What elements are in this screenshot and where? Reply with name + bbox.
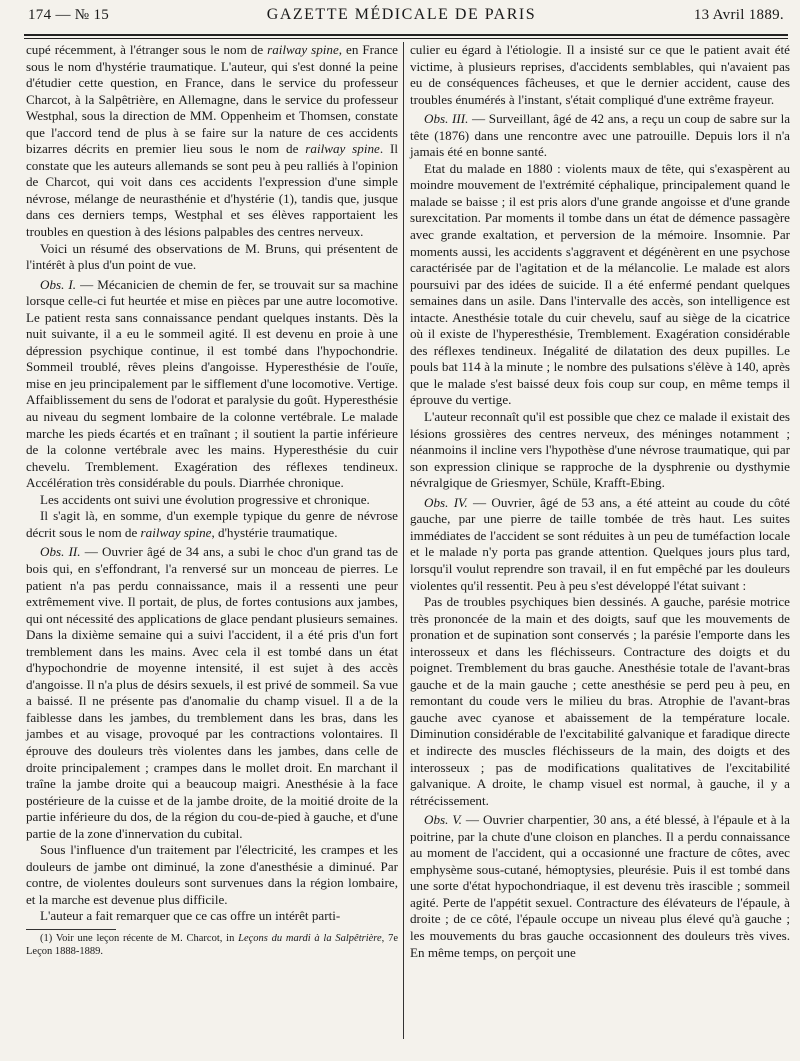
footnote: (1) Voir une leçon récente de M. Charcot, in Leçons du mardi à la Salpêtrière, 7e Leçon 1888-1889.	[26, 932, 398, 957]
observation-5: Obs. V. — Ouvrier charpentier, 30 ans, a été blessé, à l'épaule et à la poitrine, par la chute d'une cloison en planches. Il a perdu connaissance au moment de l'accident, qui a occasionné une fracture de côtes, avec emphysème sous-cutané, hémoptysies, pleurésie. Puis il est tombé dans une sorte d'état hypochondriaque, il est devenu très irascible ; sommeil agité. Perte de l'appétit sexuel. Contracture des élévateurs de l'épaule, à droite ; de ce côté, l'épaule occupe un niveau plus élevé qu'à gauche ; les mouvements du bras gauche occasionnent des douleurs très vives. En même temps, on perçoit une	[410, 812, 790, 960]
observation-1: Obs. I. — Mécanicien de chemin de fer, se trouvait sur sa machine lorsque celle-ci fut heurtée et mise en pièces par une autre locomotive. Le patient resta sans connaissance pendant quelques instants. Dès la nuit suivante, il a eu le sommeil agité. Il est devenu en proie à une dépression psychique continue, il est tombé dans l'hypochondrie. Sommeil troublé, rêves pleins d'angoisse. Hyperesthésie de l'ouïe, mise en jeu principalement par le sifflement d'une locomotive. Vertige. Affaiblissement du sens de l'odorat et paralysie du goût. Hyperesthésie au niveau du segment lombaire de la colonne vertébrale. Le malade marche les pieds écartés et en traînant ; il soutient la partie inférieure de la colonne vertébrale avec les mains. Hyperesthésie du cuir chevelu. Tremblement. Exagération des réflexes tendineux. Accélération très considérable du pouls. Diarrhée chronique.	[26, 276, 399, 491]
observation-2: Obs. II. — Ouvrier âgé de 34 ans, a subi le choc d'un grand tas de bois qui, en s'effondrant, l'a renversé sur un monceau de pierres. Le patient n'a pas perdu connaissance, mais il a ressenti une peur extrêmement vive. Il portait, de plus, de fortes contusions aux jambes, qui ont nécessité des applications de glace pendant plusieurs semaines. Dans la dixième semaine qui a suivi l'accident, il a été pris d'un fort tremblement dans les mains. Avec cela il est tombé dans un état d'hypochondrie de moyenne intensité, il est sujet à des accès d'angoisse. Il n'a plus de désirs sexuels, il est privé de sommeil. Sa vue a baissé. Il ne présente pas d'anomalie du champ visuel. Il a de la faiblesse dans les jambes, du tremblement dans les bras, dans les jambes et au visage, provoqué par les contractions volontaires. Il éprouve des douleurs très violentes dans les jambes, dans celle de droite principalement ; crampes dans le mollet droit. En marchant il traîne la jambe droite qui a beaucoup maigri. Anesthésie à la face postérieure de la cuisse et de la jambe droite, de la moitié droite de la partie inférieure du dos, de la région du cou-de-pied à gauche, et d'une partie de la zone d'innervation du cubital.	[26, 544, 398, 841]
paragraph: cupé récemment, à l'étranger sous le nom de railway spine, en France sous le nom d'hystérie traumatique. L'auteur, qui s'est donné la peine d'étudier cette question, en France, dans le service du professeur Charcot, à la Salpêtrière, en Allemagne, dans le service du professeur Westphal, sous la direction de MM. Oppenheim et Thomsen, constate que l'accord tend de plus à se faire sur la nature de ces accidents bizarres décrits en premier lieu sous le nom de railway spine. Il constate que les auteurs allemands se sont peu à peu ralliés à l'opinion de Charcot, qui voit dans ces accidents l'expression d'une simple névrose, mélange de neurasthénie et d'hystérie (1), tandis que, jusque dans ces derniers temps, Westphal et ses élèves rapportaient les troubles en question à des lésions palpables des centres nerveux.	[26, 42, 398, 240]
observation-4: Obs. IV. — Ouvrier, âgé de 53 ans, a été atteint au coude du côté gauche, par une pierre de taille tombée de très haut. Les suites immédiates de l'accident se sont réduites à un peu de tuméfaction locale et le malade n'y porta pas grande attention. Quelques jours plus tard, lorsqu'il voulut reprendre son travail, il en fut empêché par les douleurs violentes qu'il ressentit. Peu à peu s'est développé l'état suivant :	[410, 494, 790, 593]
paragraph: L'auteur reconnaît qu'il est possible que chez ce malade il existait des lésions grossières des centres nerveux, des méninges notamment ; néanmoins il incline vers l'hypothèse d'une névrose traumatique, qui par son expression clinique se rapproche de la dysphrenie ou dysthymie névralgique de Griesmyer, Schüle, Krafft-Ebing.	[410, 409, 790, 491]
issue-date: 13 Avril 1889.	[693, 7, 784, 23]
paragraph: Sous l'influence d'un traitement par l'électricité, les crampes et les douleurs de jambe ont diminué, la zone d'anesthésie a diminué. Par contre, de violentes douleurs sont survenues dans la région lombaire, et la marche est devenue plus difficile.	[26, 842, 398, 907]
left-column	[26, 42, 398, 958]
footnote-rule	[26, 929, 116, 930]
right-column	[410, 42, 790, 961]
paragraph: culier eu égard à l'étiologie. Il a insisté sur ce que le patient avait été victime, à plusieurs reprises, d'accidents semblables, qui n'avaient pas eu de conséquences fâcheuses, et que le dernier accident, cause des troubles énumérés à l'instant, s'était compliqué d'une extrême frayeur.	[410, 42, 790, 107]
page-header	[28, 6, 784, 36]
journal-title: GAZETTE MÉDICALE DE PARIS	[266, 6, 537, 23]
paragraph: Voici un résumé des observations de M. Bruns, qui présentent de l'intérêt à plus d'un point de vue.	[26, 240, 398, 273]
paragraph: Etat du malade en 1880 : violents maux de tête, qui s'exaspèrent au moindre mouvement de l'extrémité céphalique, principalement quand le malade se baisse ; il est pris alors d'une grande angoisse et d'une grande surexcitation. Par moments il tombe dans un état de démence passagère avec grande exaltation, et perversion de la mémoire. Insomnie. Par moments aussi, les accidents s'aggravent et dégénèrent en une psychose caractérisée par de l'agitation et de la mélancolie. Le malade est alors poursuivi par des idées de suicide. Il a été enfermé pendant quelques semaines dans un asile. Dans l'intervalle des accès, son intelligence est intacte. Anesthésie totale du cuir chevelu, sauf au siège de la cicatrice où il existe de l'hyperesthésie, Tremblement. Exagération considérable des réflexes tendineux. Inégalité de dilatation des deux pupilles. Le pouls bat 114 à la minute ; le nombre des pulsations s'élève à 140, après que le malade s'est baissé deux fois coup sur coup, en même temps il éprouve du vertige.	[410, 160, 790, 408]
paragraph: L'auteur a fait remarquer que ce cas offre un intérêt parti-	[40, 908, 341, 924]
observation-3: Obs. III. — Surveillant, âgé de 42 ans, a reçu un coup de sabre sur la tête (1876) dans une rencontre avec une patrouille. Depuis lors il n'a jamais été en bonne santé.	[410, 111, 791, 160]
paragraph: Les accidents ont suivi une évolution progressive et chronique.	[40, 491, 370, 507]
column-divider	[403, 42, 404, 1039]
header-rule-thin	[24, 38, 788, 39]
paragraph: Il s'agit là, en somme, d'un exemple typique du genre de névrose décrit sous le nom de railway spine, d'hystérie traumatique.	[26, 508, 398, 540]
page-number: 174 — № 15	[28, 7, 110, 23]
header-rule	[24, 34, 788, 36]
paragraph: Pas de troubles psychiques bien dessinés. A gauche, parésie motrice très prononcée de la main et des doigts, sauf que les mouvements de pronation et de supination sont conservés ; la parésie l'emporte dans les interosseux et dans les fléchisseurs. Contracture des doigts et du poignet. Tremblement du bras gauche. Anesthésie totale de l'avant-bras gauche et de la main gauche ; cette anesthésie se perd peu à peu, en remontant du coude vers le milieu du bras. Atrophie de l'avant-bras gauche avec cyanose et abaissement de la température locale. Diminution considérable de l'excitabilité galvanique et faradique directe et indirecte des muscles fléchisseurs de la main, des doigts et des interosseux ; pas de modifications qualitatives de l'excitabilité galvanique. A droite, le champ visuel est normal, à gauche, il y a rétrécissement.	[410, 594, 790, 808]
